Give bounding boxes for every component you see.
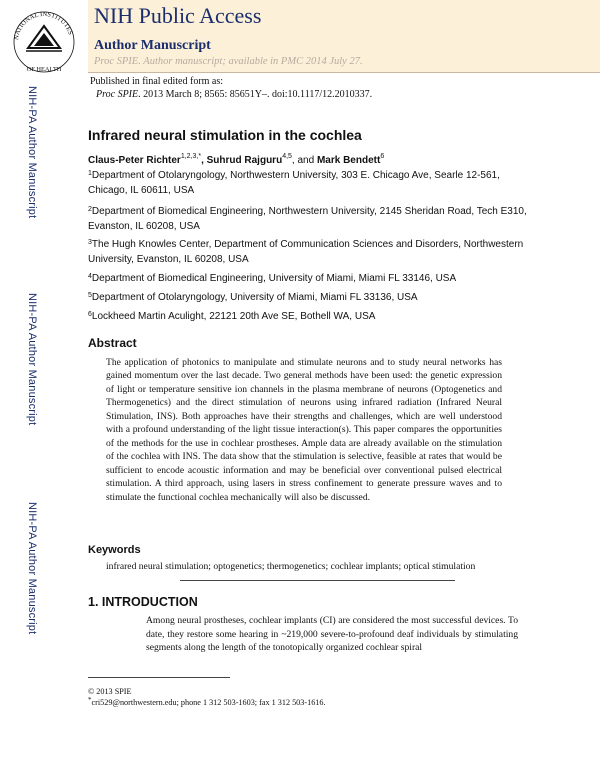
affiliation-number: 3 [88, 239, 92, 246]
nih-header-banner [88, 0, 600, 73]
contact-details: cri529@northwestern.edu; phone 1 312 503-1603; fax 1 312 503-1616. [91, 698, 326, 707]
banner-subtitle: Author Manuscript [94, 38, 211, 53]
author-name: Mark Bendett [316, 155, 381, 166]
author-affiliation-marks: 1,2,3,* [180, 153, 202, 160]
footnote-mark: * [88, 696, 92, 704]
keywords-text: infrared neural stimulation; optogenetics; thermogenetics; cochlear implants; optical stimulation [106, 561, 476, 572]
affiliation-text: Department of Otolaryngology, University of Miami, Miami FL 33136, USA [91, 292, 418, 303]
keywords-heading: Keywords [88, 544, 141, 556]
affiliation [88, 309, 528, 324]
author-name: Claus-Peter Richter [88, 155, 181, 166]
publication-info [90, 75, 372, 101]
affiliation-number: 5 [88, 292, 92, 299]
nih-seal-logo [6, 2, 82, 74]
footnote-divider [88, 677, 230, 678]
citation [90, 88, 372, 101]
affiliation-text: The Hugh Knowles Center, Department of Communication Sciences and Disorders, Northwestern University, Evanston, IL 60208, USA [88, 239, 524, 265]
introduction-text: Among neural prostheses, cochlear implants (CI) are considered the most successful devices. To date, they restore some hearing in ~219,000 severe-to-profound deaf individuals by stimulating segments along the length of the tonotopically organized cochlear spiral [146, 615, 518, 654]
affiliation [88, 204, 528, 234]
affiliation-number: 2 [88, 206, 92, 213]
affiliation-number: 6 [88, 311, 92, 318]
affiliation-text: Department of Biomedical Engineering, University of Miami, Miami FL 33146, USA [91, 273, 457, 284]
affiliation-number: 1 [88, 170, 92, 177]
svg-text:OF HEALTH: OF HEALTH [26, 66, 62, 73]
author-affiliation-marks: 6 [380, 153, 385, 160]
contact-footnote [88, 698, 326, 707]
publication-line: Published in final edited form as: [90, 76, 224, 87]
banner-note: Proc SPIE. Author manuscript; available in PMC 2014 July 27. [94, 56, 363, 67]
sidebar-label: NIH-PA Author Manuscript [26, 86, 38, 219]
affiliation [88, 271, 528, 286]
paper-title: Infrared neural stimulation in the cochlea [88, 127, 362, 143]
svg-text:NATIONAL INSTITUTES: NATIONAL INSTITUTES [13, 10, 74, 41]
affiliation-text: Department of Biomedical Engineering, Northwestern University, 2145 Sheridan Road, Tech E310, Evanston, IL 60208, USA [88, 206, 527, 232]
author-list: Claus-Peter Richter$^{1,2,3,*}$, Suhrud Rajguru$^{4,5}$, and Mark Bendett$^6$ [88, 153, 385, 166]
citation-details: . 2013 March 8; 8565: 85651Y–. doi:10.1117/12.2010337. [138, 89, 373, 100]
sidebar-label: NIH-PA Author Manuscript [26, 502, 38, 635]
sidebar-label: NIH-PA Author Manuscript [26, 293, 38, 426]
author-affiliation-marks: 4,5 [282, 153, 292, 160]
affiliation [88, 168, 528, 198]
affiliation [88, 237, 528, 267]
introduction-heading: 1. INTRODUCTION [88, 595, 198, 609]
affiliation-text: Department of Otolaryngology, Northwestern University, 303 E. Chicago Ave, Searle 12-561, Chicago, IL 60611, USA [88, 170, 500, 196]
copyright-notice: © 2013 SPIE [88, 687, 132, 696]
abstract-text: The application of photonics to manipulate and stimulate neurons and to study neural networks has gained momentum over the last decade. Two general methods have been used: the genetic expression of light or temperature sensitive ion channels in the plasma membrane of neurons (Optogenetics and Thermogenetics) and the direct stimulation of neurons using infrared radiation (Infrared Neural Stimulation, INS). Both approaches have their strengths and challenges, which are well understood with a profound understanding of the light tissue interaction(s). This paper compares the opportunities of the methods for the use in cochlear prostheses. Ample data are already available on the stimulation of the cochlea with INS. The data show that the stimulation is selective, feasible at rates that would be sufficient to encode acoustic information and may be beneficial over conventional pulsed electrical stimulation. A third approach, using lasers in stress confinement to generate pressure waves and to stimulate the functional cochlea mechanically will also be discussed. [106, 357, 502, 503]
journal-name: Proc SPIE [96, 89, 139, 100]
keywords-divider [180, 580, 455, 581]
affiliation [88, 290, 528, 305]
author-name: Suhrud Rajguru [206, 155, 283, 166]
banner-title: NIH Public Access [94, 3, 262, 28]
affiliation-text: Lockheed Martin Aculight, 22121 20th Ave SE, Bothell WA, USA [91, 311, 376, 322]
affiliation-number: 4 [88, 273, 92, 280]
abstract-heading: Abstract [88, 336, 137, 350]
author-conjunction: , and [291, 155, 317, 166]
